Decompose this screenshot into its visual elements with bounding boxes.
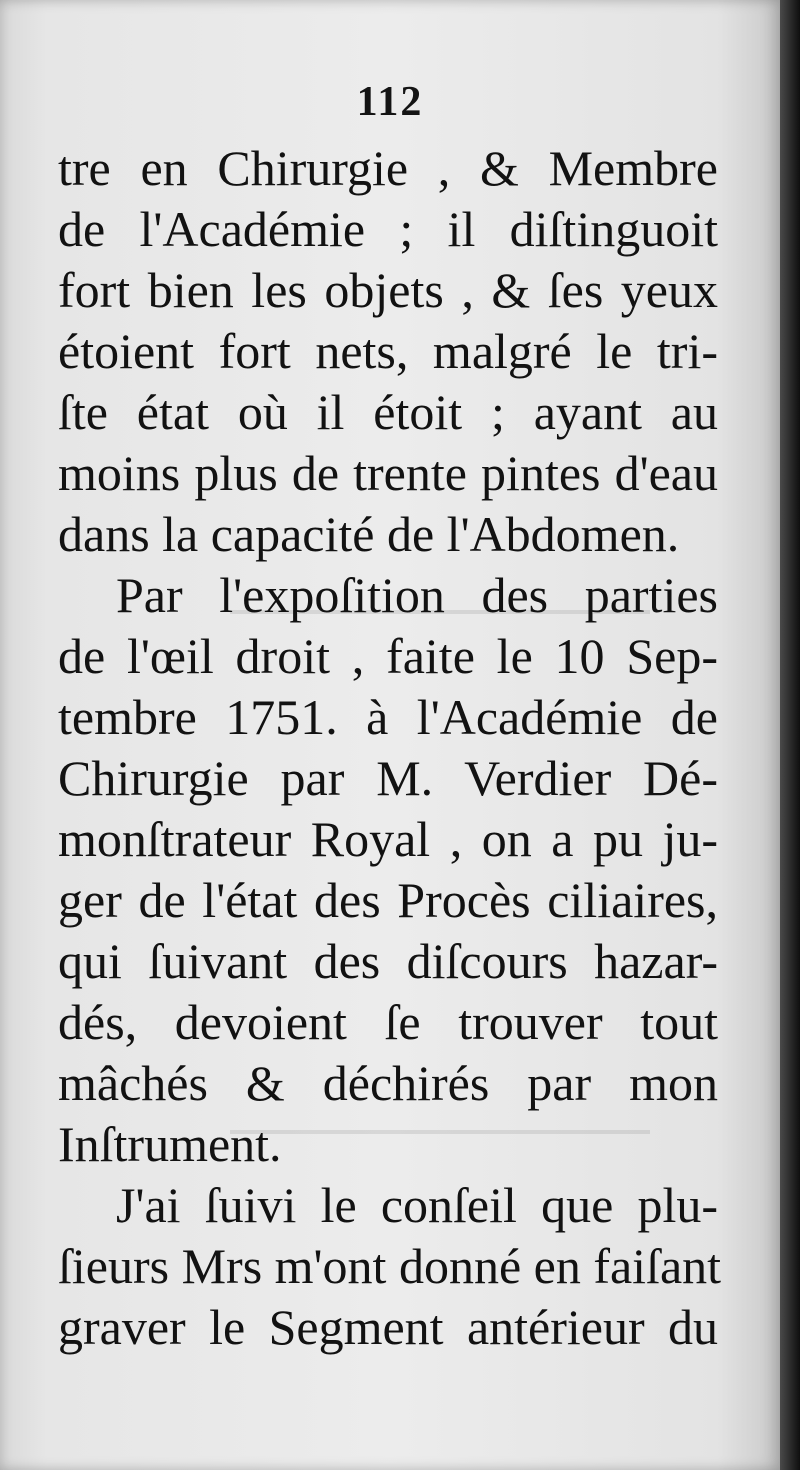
text-line: étoient fort nets, malgré le tri- [58,323,718,379]
text-line: fort bien les objets , & ſes yeux [58,262,718,318]
text-line: graver le Segment antérieur du [58,1299,718,1355]
text-line: Chirurgie par M. Verdier Dé- [58,750,718,806]
text-line: tre en Chirurgie , & Membre [58,140,718,196]
text-line: ſieurs Mrs m'ont donné en faiſant [58,1238,722,1294]
text-line: de l'Académie ; il diſtinguoit [58,201,718,257]
text-line: dans la capacité de l'Abdomen. [58,506,680,562]
book-spine-shadow [780,0,800,1470]
text-line: mâchés & déchirés par mon [58,1055,718,1111]
text-line: dés, devoient ſe trouver tout [58,994,718,1050]
text-line: Inſtrument. [58,1116,282,1172]
text-line: monſtrateur Royal , on a pu ju- [58,811,718,867]
paragraph-start-line: Par l'expoſition des parties [116,567,718,623]
text-line: qui ſuivant des diſcours hazar- [58,933,718,989]
text-line: tembre 1751. à l'Académie de [58,689,718,745]
text-line: ger de l'état des Procès ciliaires, [58,872,718,928]
paragraph-start-line: J'ai ſuivi le conſeil que plu- [116,1177,718,1233]
text-line: ſte état où il étoit ; ayant au [58,384,718,440]
text-line: de l'œil droit , faite le 10 Sep- [58,628,718,684]
body-text [58,138,722,1358]
page-number: 112 [356,79,424,125]
text-line: moins plus de trente pintes d'eau [58,445,718,501]
